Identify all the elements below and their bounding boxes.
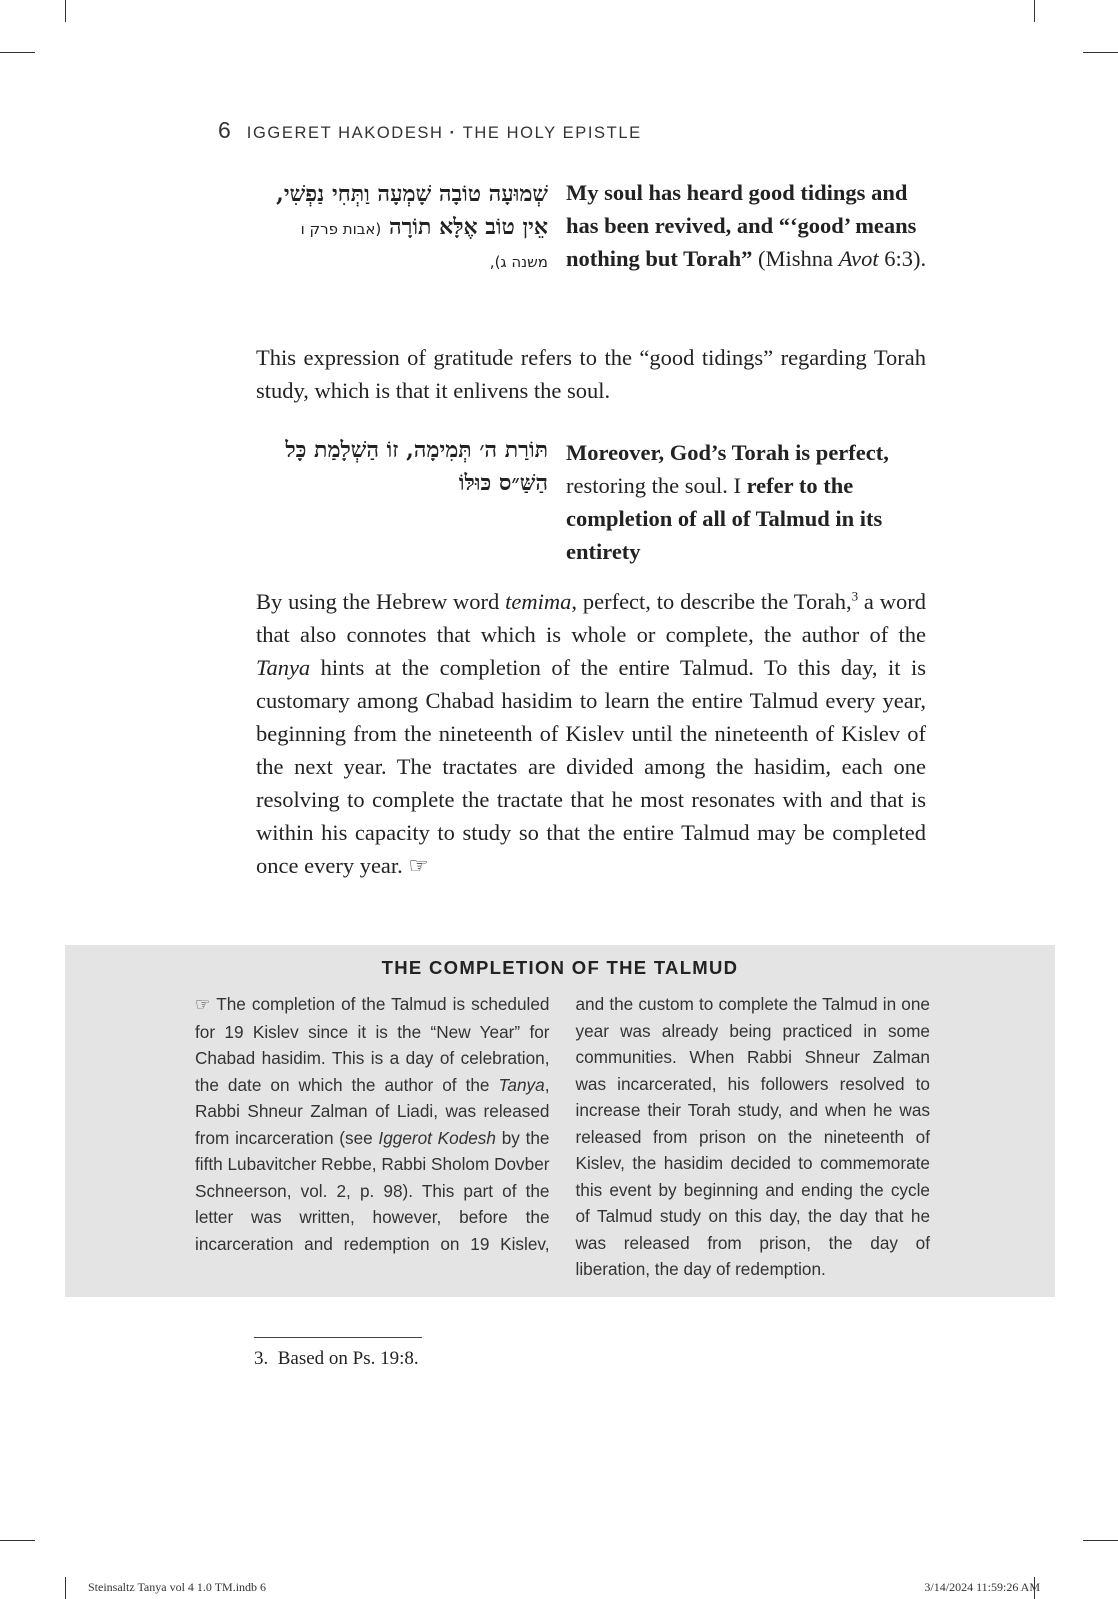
running-title-left: IGGERET HAKODESH bbox=[246, 124, 444, 142]
hebrew-line: תּוֹרַת ה׳ תְּמִימָה, זוֹ הַשְׁלָמַת כָּל bbox=[285, 437, 548, 463]
commentary-text: This expression of gratitude refers to the “good tidings” regarding Torah study, which is that it enlivens the soul. bbox=[256, 345, 926, 403]
hebrew-source-1 bbox=[230, 178, 548, 279]
hebrew-source-2 bbox=[230, 434, 548, 500]
translation-italic: Avot bbox=[838, 246, 879, 271]
crop-mark bbox=[0, 1540, 35, 1541]
crop-mark bbox=[1083, 52, 1118, 53]
text-italic: Tanya bbox=[256, 655, 311, 680]
translation-text: restoring the soul. I bbox=[566, 473, 747, 498]
text-run: hints at the completion of the entire Talmud. To this day, it is customary among Chabad hasidim to learn the entire Talmud every year, beginning from the nineteenth of Kislev until the nineteenth of Kislev of the next year. The tractates are divided among the hasidim, each one resolving to complete the tractate that he most resonates with and that is within his capacity to study so that the entire Talmud may be completed once every year. bbox=[256, 655, 926, 878]
sidebar-text bbox=[195, 991, 930, 1283]
translation-text: (Mishna bbox=[752, 246, 839, 271]
crop-mark bbox=[1083, 1540, 1118, 1541]
page-number: 6 bbox=[218, 117, 231, 143]
text-italic: Iggerot Kodesh bbox=[378, 1127, 496, 1148]
text-run: The completion of the Talmud is scheduled for 19 Kislev since it is the “New Year” for Chabad hasidim. This is a day of celebration, the date on which the author of the bbox=[195, 994, 550, 1095]
crop-mark bbox=[0, 52, 35, 53]
footnote-text: Based on Ps. 19:8. bbox=[277, 1348, 419, 1369]
sidebar-body bbox=[195, 991, 930, 1283]
text-run: , Rabbi Shneur Zalman of Liadi, was released from incarceration (see bbox=[195, 1074, 550, 1148]
footnote-number: 3. bbox=[254, 1348, 269, 1369]
hebrew-line bbox=[230, 211, 548, 246]
commentary-paragraph-1 bbox=[256, 341, 926, 407]
pointing-hand-icon: ☞ bbox=[408, 853, 429, 879]
slug-file-info: Steinsaltz Tanya vol 4 1.0 TM.indb 6 bbox=[88, 1580, 267, 1594]
text-run: by the fifth Lubavitcher Rebbe, Rabbi Sholom Dovber Schneerson, vol. 2, p. 98). This part of the letter was written, however, before the incarceration and redemption on 19 Kislev, and the custom to complete the Talmud in one year was already being practiced in some communities. When Rabbi Shneur Zalman was incarcerated, his followers resolved to increase their Torah study, and when he was released from prison on the nineteenth of Kislev, the hasidim decided to commemorate this event by beginning and ending the cycle of Talmud study on this day, the day that he was released from prison, the day of liberation, the day of redemption. bbox=[195, 994, 930, 1279]
hebrew-line: שְׁמוּעָה טוֹבָה שָׁמְעָה וַתְּחִי נַפְשִׁי, bbox=[276, 181, 548, 207]
hebrew-text: אֵין טוֹב אֶלָּא תוֹרָה bbox=[388, 214, 548, 240]
running-title-right: THE HOLY EPISTLE bbox=[462, 124, 642, 142]
slug-timestamp: 3/14/2024 11:59:26 AM bbox=[924, 1580, 1040, 1594]
pointing-hand-icon: ☞ bbox=[195, 995, 211, 1015]
translation-bold: Moreover, God’s Torah is perfect, bbox=[566, 440, 889, 465]
running-head bbox=[218, 117, 642, 144]
commentary-paragraph-2 bbox=[256, 585, 926, 883]
sidebar-title: THE COMPLETION OF THE TALMUD bbox=[381, 957, 739, 978]
hebrew-line: הַשַּׁ״ס כּוּלּוֹ bbox=[458, 470, 548, 496]
text-italic: Tanya bbox=[498, 1074, 545, 1095]
text-italic: temima bbox=[505, 589, 572, 614]
hebrew-citation: (אבות פרק ו bbox=[300, 220, 382, 238]
crop-mark bbox=[1034, 0, 1035, 22]
translation-2 bbox=[566, 436, 930, 568]
crop-mark bbox=[65, 1577, 66, 1599]
footnote-ref[interactable]: 3 bbox=[851, 588, 859, 604]
crop-mark bbox=[65, 0, 66, 22]
translation-text: 6:3). bbox=[878, 246, 927, 271]
hebrew-citation: משנה ג), bbox=[489, 253, 548, 271]
translation-1 bbox=[566, 176, 930, 275]
translation-bold: refer to the completion of all of Talmud in its entirety bbox=[566, 473, 883, 564]
text-run: , perfect, to describe the Torah, bbox=[571, 589, 852, 614]
translation-bold: My soul has heard good tidings and has been revived, and “‘good’ means nothing but Torah” bbox=[566, 180, 917, 271]
sidebar-box bbox=[65, 945, 1055, 1297]
running-title bbox=[247, 124, 642, 143]
text-run: By using the Hebrew word bbox=[256, 589, 506, 614]
commentary-text bbox=[256, 585, 926, 883]
running-title-separator: · bbox=[449, 124, 457, 142]
footnote-rule bbox=[254, 1337, 422, 1338]
text-run: a word that also connotes that which is whole or complete, the author of the bbox=[256, 589, 926, 647]
footnote bbox=[254, 1348, 419, 1370]
